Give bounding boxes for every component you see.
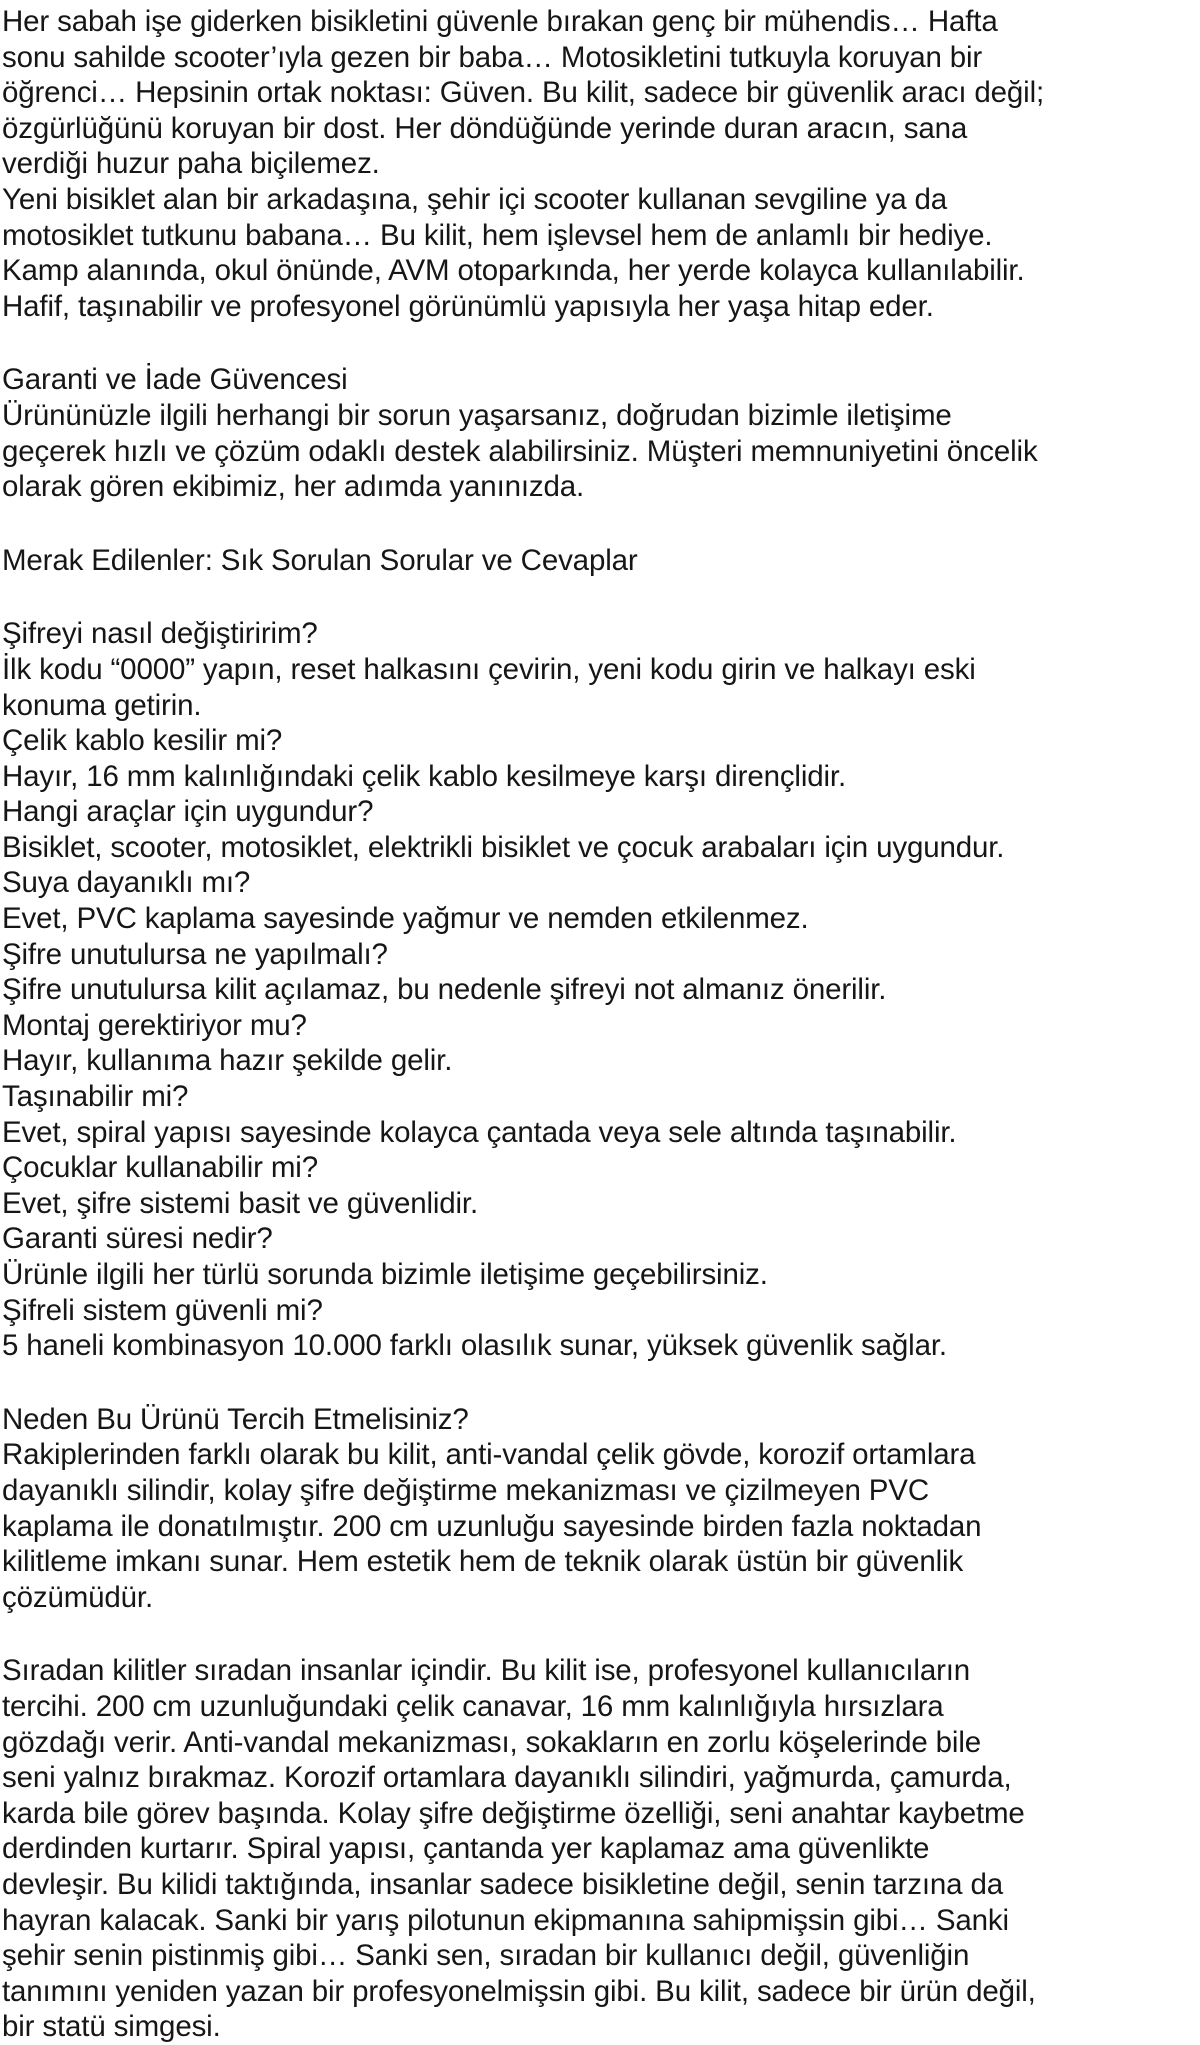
text-line: karda bile görev başında. Kolay şifre değiştirme özelliği, seni anahtar kaybetme xyxy=(2,1796,1025,1830)
text-line: öğrenci… Hepsinin ortak noktası: Güven. Bu kilit, sadece bir güvenlik aracı değil; xyxy=(2,76,1045,110)
text-line: Şifreyi nasıl değiştiririm? xyxy=(2,617,318,651)
text-block-faq-body xyxy=(2,616,1192,1363)
text-line: konuma getirin. xyxy=(2,688,202,722)
text-line: kilitleme imkanı sunar. Hem estetik hem de teknik olarak üstün bir güvenlik xyxy=(2,1545,964,1579)
text-line: tercihi. 200 cm uzunluğundaki çelik canavar, 16 mm kalınlığıyla hırsızlara xyxy=(2,1689,944,1723)
text-block-closing xyxy=(2,1653,1192,2045)
text-line: Suya dayanıklı mı? xyxy=(2,866,251,900)
text-line: geçerek hızlı ve çözüm odaklı destek alabilirsiniz. Müşteri memnuniyetini öncelik xyxy=(2,434,1038,468)
text-line: Hafif, taşınabilir ve profesyonel görünümlü yapısıyla her yaşa hitap eder. xyxy=(2,289,934,323)
text-line: seni yalnız bırakmaz. Korozif ortamlara dayanıklı silindiri, yağmurda, çamurda, xyxy=(2,1761,1012,1795)
text-line: İlk kodu “0000” yapın, reset halkasını çevirin, yeni kodu girin ve halkayı eski xyxy=(2,652,976,686)
text-line: Kamp alanında, okul önünde, AVM otoparkında, her yerde kolayca kullanılabilir. xyxy=(2,254,1025,288)
text-line: hayran kalacak. Sanki bir yarış pilotunun ekipmanına sahipmişsin gibi… Sanki xyxy=(2,1903,1009,1937)
text-line: Şifre unutulursa kilit açılamaz, bu nedenle şifreyi not almanız önerilir. xyxy=(2,973,887,1007)
text-line: Ürünle ilgili her türlü sorunda bizimle iletişime geçebilirsiniz. xyxy=(2,1258,768,1291)
text-line: gözdağı verir. Anti-vandal mekanizması, sokakların en zorlu köşelerinde bile xyxy=(2,1725,981,1759)
description-content xyxy=(2,4,1192,2045)
text-line: bir statü simgesi. xyxy=(2,2010,221,2044)
text-line: Evet, PVC kaplama sayesinde yağmur ve nemden etkilenmez. xyxy=(2,902,809,936)
text-line: Garanti süresi nedir? xyxy=(2,1222,273,1256)
text-line: verdiği huzur paha biçilemez. xyxy=(2,147,380,181)
text-block-warranty xyxy=(2,362,1192,504)
text-line: Taşınabilir mi? xyxy=(2,1080,189,1114)
text-line: Hayır, kullanıma hazır şekilde gelir. xyxy=(2,1044,453,1078)
text-line: tanımını yeniden yazan bir profesyonelmişsin gibi. Bu kilit, sadece bir ürün değil, xyxy=(2,1974,1036,2008)
text-line: Hangi araçlar için uygundur? xyxy=(2,795,374,829)
text-line: Evet, spiral yapısı sayesinde kolayca çantada veya sele altında taşınabilir. xyxy=(2,1115,957,1149)
text-line: Şifre unutulursa ne yapılmalı? xyxy=(2,937,388,971)
text-line: Neden Bu Ürünü Tercih Etmelisiniz? xyxy=(2,1402,469,1436)
text-block-why-choose xyxy=(2,1402,1192,1616)
text-line: sonu sahilde scooter’ıyla gezen bir baba… Motosikletini tutkuyla koruyan bir xyxy=(2,40,983,74)
text-line: Ürününüzle ilgili herhangi bir sorun yaşarsanız, doğrudan bizimle iletişime xyxy=(2,398,952,432)
text-line: kaplama ile donatılmıştır. 200 cm uzunluğu sayesinde birden fazla noktadan xyxy=(2,1509,982,1543)
text-line: Şifreli sistem güvenli mi? xyxy=(2,1293,323,1327)
text-line: çözümüdür. xyxy=(2,1580,153,1614)
text-line: Rakiplerinden farklı olarak bu kilit, anti-vandal çelik gövde, korozif ortamlara xyxy=(2,1438,976,1472)
text-line: 5 haneli kombinasyon 10.000 farklı olasılık sunar, yüksek güvenlik sağlar. xyxy=(2,1329,947,1363)
text-line: Sıradan kilitler sıradan insanlar içindir. Bu kilit ise, profesyonel kullanıcıların xyxy=(2,1654,971,1688)
text-line: Evet, şifre sistemi basit ve güvenlidir. xyxy=(2,1186,479,1220)
text-line: Garanti ve İade Güvencesi xyxy=(2,363,348,397)
text-block-intro xyxy=(2,4,1192,324)
text-line: dayanıklı silindir, kolay şifre değiştirme mekanizması ve çizilmeyen PVC xyxy=(2,1473,929,1507)
text-line: derdinden kurtarır. Spiral yapısı, çantanda yer kaplamaz ama güvenlikte xyxy=(2,1832,930,1866)
text-line: Merak Edilenler: Sık Sorulan Sorular ve Cevaplar xyxy=(2,543,638,577)
text-line: Yeni bisiklet alan bir arkadaşına, şehir içi scooter kullanan sevgiline ya da xyxy=(2,182,948,216)
text-line: Çocuklar kullanabilir mi? xyxy=(2,1151,318,1185)
text-line: Çelik kablo kesilir mi? xyxy=(2,724,283,758)
text-line: Hayır, 16 mm kalınlığındaki çelik kablo kesilmeye karşı dirençlidir. xyxy=(2,759,846,793)
text-block-faq-title xyxy=(2,543,1192,579)
text-line: özgürlüğünü koruyan bir dost. Her döndüğünde yerinde duran aracın, sana xyxy=(2,111,968,145)
text-line: devleşir. Bu kilidi taktığında, insanlar sadece bisikletine değil, senin tarzına da xyxy=(2,1867,1003,1901)
text-line: motosiklet tutkunu babana… Bu kilit, hem işlevsel hem de anlamlı bir hediye. xyxy=(2,218,993,252)
text-line: şehir senin pistinmiş gibi… Sanki sen, sıradan bir kullanıcı değil, güvenliğin xyxy=(2,1939,970,1973)
text-line: Bisiklet, scooter, motosiklet, elektrikli bisiklet ve çocuk arabaları için uygundur. xyxy=(2,830,1005,864)
text-line: olarak gören ekibimiz, her adımda yanınızda. xyxy=(2,470,585,504)
text-line: Montaj gerektiriyor mu? xyxy=(2,1008,307,1042)
text-line: Her sabah işe giderken bisikletini güvenle bırakan genç bir mühendis… Hafta xyxy=(2,5,998,38)
